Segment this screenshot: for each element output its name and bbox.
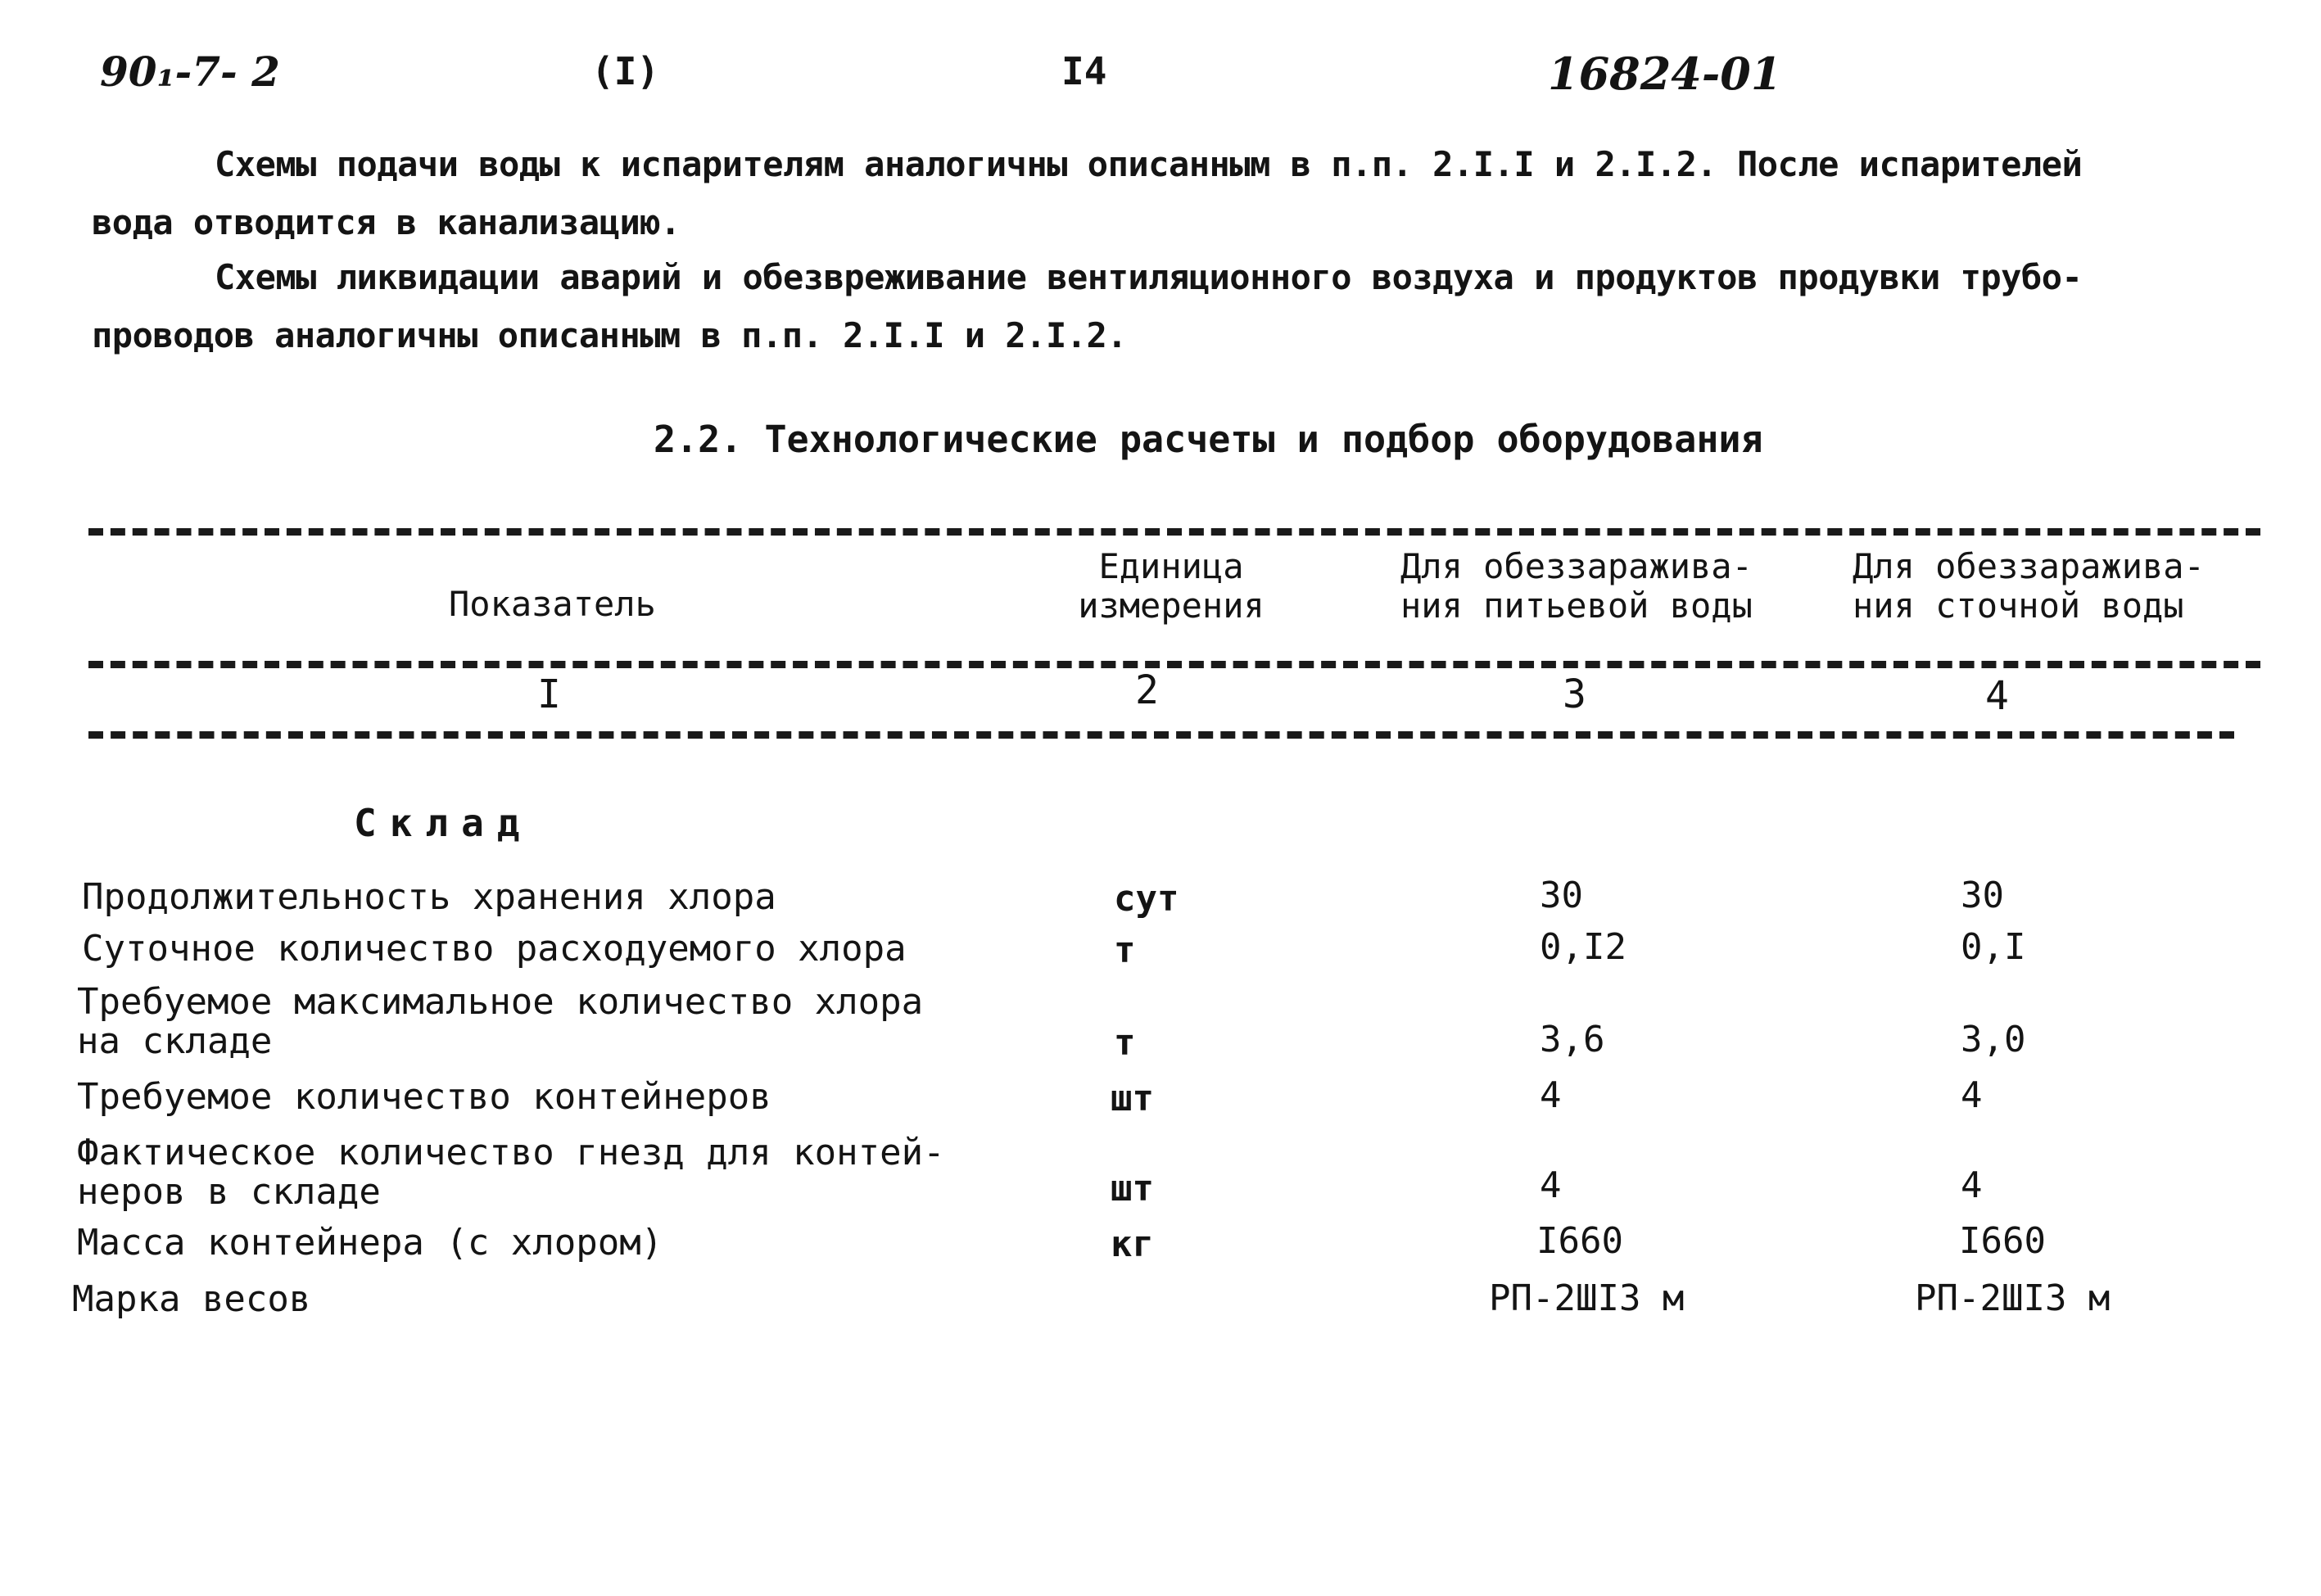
section-title: 2.2. Технологические расчеты и подбор оборудования — [654, 418, 1763, 461]
row-waste-value: 4 — [1961, 1074, 1983, 1116]
row-unit: т — [1114, 1022, 1136, 1064]
paragraph-line: Схемы ликвидации аварий и обезвреживание вентиляционного воздуха и продуктов продувки трубо- — [215, 257, 2083, 297]
column-number: 4 — [1985, 673, 2009, 719]
page-number: I4 — [1061, 49, 1107, 93]
row-label: Масса контейнера (с хлором) — [77, 1222, 663, 1264]
row-waste-value: РП-2ШI3 м — [1915, 1277, 2111, 1319]
row-drinking-value: 3,6 — [1540, 1019, 1605, 1060]
row-unit: шт — [1111, 1078, 1154, 1119]
row-label: Требуемое количество контейнеров — [77, 1076, 771, 1118]
table-rule-top — [88, 528, 2260, 536]
row-waste-value: 4 — [1961, 1164, 1983, 1206]
row-drinking-value: 4 — [1540, 1164, 1562, 1206]
table-rule-numbers — [88, 731, 2234, 739]
row-label: Продолжительность хранения хлора — [82, 876, 776, 918]
row-waste-value: 3,0 — [1961, 1019, 2026, 1060]
document-part: (I) — [591, 49, 660, 93]
header-unit: Единица измерения — [1078, 546, 1265, 626]
paragraph-line: проводов аналогичны описанным в п.п. 2.I.I и 2.I.2. — [92, 315, 1128, 355]
column-number: 2 — [1135, 667, 1159, 713]
row-unit: кг — [1111, 1223, 1154, 1265]
document-code: 90₁-7- 2 — [100, 47, 280, 96]
row-drinking-value: 30 — [1540, 875, 1583, 916]
row-label: Фактическое количество гнезд для контей- неров в складе — [77, 1132, 945, 1213]
row-label: Требуемое максимальное количество хлора на складе — [77, 981, 924, 1062]
header-drinking-water: Для обеззаражива- ния питьевой воды — [1400, 546, 1753, 626]
header-indicator: Показатель — [449, 584, 656, 624]
row-drinking-value: 0,I2 — [1540, 926, 1627, 968]
table-rule-header — [88, 661, 2260, 668]
paragraph-line: вода отводится в канализацию. — [92, 202, 681, 242]
row-unit: шт — [1111, 1168, 1154, 1209]
row-unit: сут — [1114, 878, 1179, 920]
row-waste-value: I660 — [1959, 1220, 2046, 1262]
row-drinking-value: РП-2ШI3 м — [1489, 1277, 1685, 1319]
header-waste-water: Для обеззаражива- ния сточной воды — [1853, 546, 2205, 626]
row-drinking-value: 4 — [1540, 1074, 1562, 1116]
row-label: Суточное количество расходуемого хлора — [82, 928, 907, 970]
paragraph-line: Схемы подачи воды к испарителям аналогичны описанным в п.п. 2.I.I и 2.I.2. После испарителей — [215, 144, 2083, 184]
row-drinking-value: I660 — [1536, 1220, 1623, 1262]
row-label: Марка весов — [72, 1278, 311, 1320]
inventory-number: 16824-01 — [1548, 47, 1782, 100]
column-number: 3 — [1563, 671, 1586, 717]
row-waste-value: 30 — [1961, 875, 2004, 916]
row-waste-value: 0,I — [1961, 926, 2026, 968]
row-unit: т — [1114, 929, 1136, 971]
column-number: I — [537, 671, 561, 717]
group-heading: Склад — [354, 801, 533, 845]
